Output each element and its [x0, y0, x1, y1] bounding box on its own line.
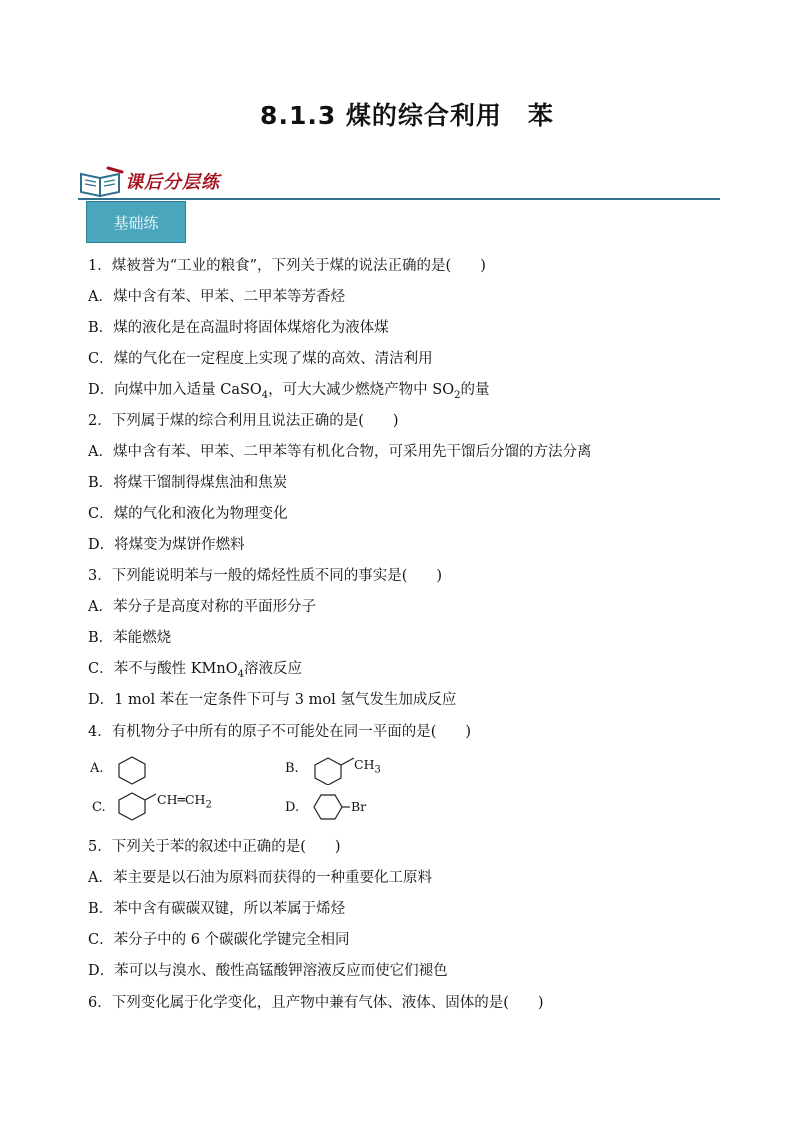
question-5-option-a[interactable]: A．苯主要是以石油为原料而获得的一种重要化工原料 [88, 870, 432, 886]
question-1-stem: 1．煤被誉为“工业的粮食”，下列关于煤的说法正确的是( ) [88, 258, 486, 274]
benzene-ring-icon [114, 755, 150, 785]
section-divider [78, 198, 720, 200]
question-2-stem: 2．下列属于煤的综合利用且说法正确的是( ) [88, 413, 399, 429]
question-5-option-c[interactable]: C．苯分子中的 6 个碳碳化学键完全相同 [88, 932, 350, 948]
question-5-option-d[interactable]: D．苯可以与溴水、酸性高锰酸钾溶液反应而使它们褪色 [88, 963, 448, 979]
question-1-option-b[interactable]: B．煤的液化是在高温时将固体煤熔化为液体煤 [88, 320, 389, 336]
bromo-group-label: Br [351, 799, 367, 814]
methyl-group-label: $CH_3$ [354, 757, 381, 776]
question-4-structure-row-1 [90, 755, 490, 785]
structure-c-label[interactable]: C. [92, 800, 106, 815]
question-3-option-b[interactable]: B．苯能燃烧 [88, 630, 172, 646]
question-2-option-d[interactable]: D．将煤变为煤饼作燃料 [88, 537, 245, 553]
section-header [78, 164, 720, 204]
question-2-option-b[interactable]: B．将煤干馏制得煤焦油和焦炭 [88, 475, 288, 491]
question-2-option-a[interactable]: A．煤中含有苯、甲苯、二甲苯等有机化合物，可采用先干馏后分馏的方法分离 [88, 444, 592, 460]
question-3-option-d[interactable]: D．1 mol 苯在一定条件下可与 3 mol 氢气发生加成反应 [88, 692, 457, 708]
question-4-structure-row-2 [90, 791, 510, 821]
page-title: 8.1.3 煤的综合利用 苯 [260, 101, 554, 130]
question-1-option-a[interactable]: A．煤中含有苯、甲苯、二甲苯等芳香烃 [88, 289, 345, 305]
question-3-option-a[interactable]: A．苯分子是高度对称的平面形分子 [88, 599, 316, 615]
question-2-option-c[interactable]: C．煤的气化和液化为物理变化 [88, 506, 288, 522]
question-1-option-c[interactable]: C．煤的气化在一定程度上实现了煤的高效、清洁利用 [88, 351, 433, 367]
styrene-structure-icon [114, 791, 160, 823]
question-1-option-d[interactable]: D．向煤中加入适量 CaSO$_4$，可大大减少燃烧产物中 $SO_2$的量 [88, 382, 490, 401]
question-3-stem: 3．下列能说明苯与一般的烯烃性质不同的事实是( ) [88, 568, 443, 584]
book-icon [78, 166, 124, 198]
structure-a-label[interactable]: A. [90, 761, 104, 776]
structure-b-label[interactable]: B. [285, 761, 299, 776]
question-5-stem: 5．下列关于苯的叙述中正确的是( ) [88, 839, 341, 855]
section-label: 课后分层练 [125, 172, 220, 193]
question-4-stem: 4．有机物分子中所有的原子不可能处在同一平面的是( ) [88, 724, 472, 740]
question-6-stem: 6．下列变化属于化学变化，且产物中兼有气体、液体、固体的是( ) [88, 995, 544, 1011]
bromobenzene-structure-icon [310, 791, 350, 823]
question-5-option-b[interactable]: B．苯中含有碳碳双键，所以苯属于烯烃 [88, 901, 346, 917]
tab-basic-practice[interactable]: 基础练 [86, 201, 186, 243]
structure-d-label[interactable]: D. [285, 800, 300, 815]
question-3-option-c[interactable]: C．苯不与酸性 KMnO$_4$溶液反应 [88, 661, 302, 680]
vinyl-group-label: $CH═CH_2$ [157, 792, 212, 811]
